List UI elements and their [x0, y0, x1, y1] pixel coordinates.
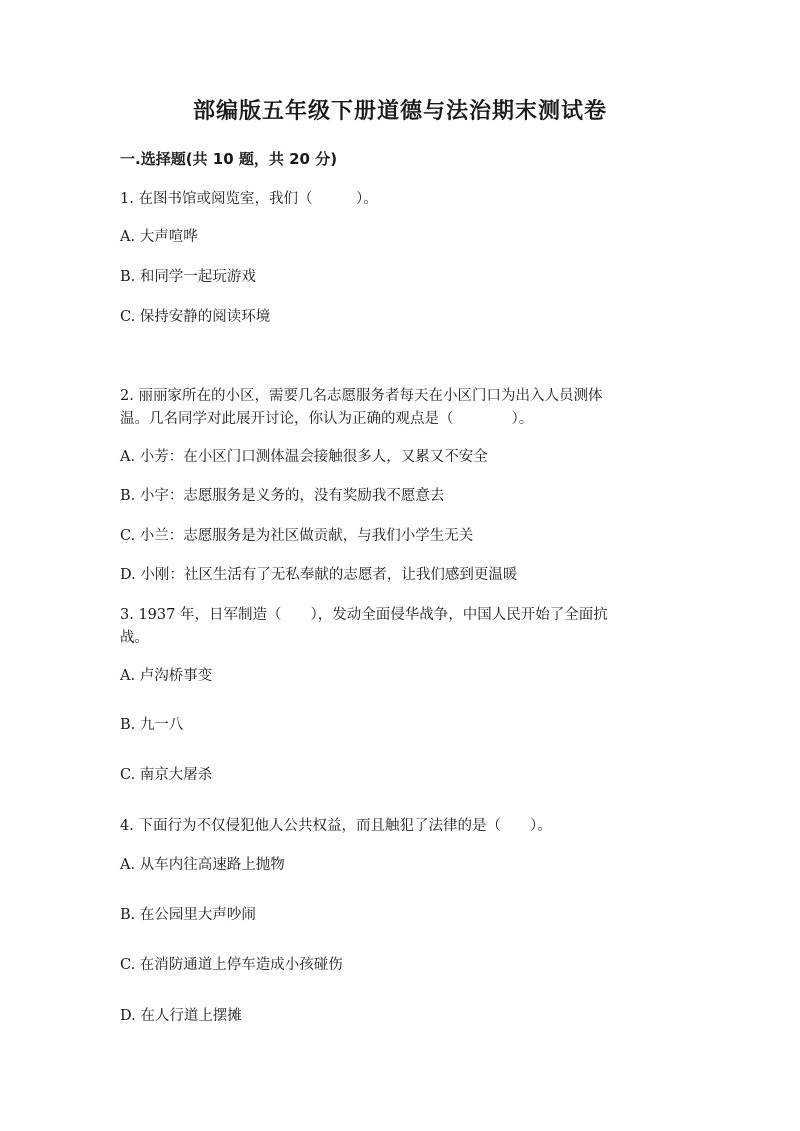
question-stem: 2. 丽丽家所在的小区，需要几名志愿服务者每天在小区门口为出入人员测体: [120, 388, 603, 404]
question-stem-continued: 温。几名同学对此展开讨论，你认为正确的观点是（ ）。: [120, 411, 534, 427]
option-b[interactable]: B. 和同学一起玩游戏: [120, 269, 256, 285]
question-stem: 3. 1937 年，日军制造（ ），发动全面侵华战争，中国人民开始了全面抗: [120, 607, 608, 623]
page-title: 部编版五年级下册道德与法治期末测试卷: [192, 98, 607, 124]
option-b[interactable]: B. 在公园里大声吵闹: [120, 907, 256, 923]
option-a[interactable]: A. 小芳：在小区门口测体温会接触很多人，又累又不安全: [120, 449, 488, 465]
option-c[interactable]: C. 在消防通道上停车造成小孩碰伤: [120, 957, 343, 973]
option-b[interactable]: B. 九一八: [120, 717, 184, 733]
option-a[interactable]: A. 卢沟桥事变: [120, 668, 213, 684]
option-d[interactable]: D. 小刚：社区生活有了无私奉献的志愿者，让我们感到更温暖: [120, 567, 518, 583]
option-a[interactable]: A. 大声喧哗: [120, 229, 198, 245]
question-stem-continued: 战。: [120, 630, 149, 646]
option-b[interactable]: B. 小宇：志愿服务是义务的，没有奖励我不愿意去: [120, 488, 445, 504]
option-c[interactable]: C. 南京大屠杀: [120, 767, 213, 783]
question-stem: 4. 下面行为不仅侵犯他人公共权益，而且触犯了法律的是（ ）。: [120, 818, 552, 834]
option-c[interactable]: C. 小兰：志愿服务是为社区做贡献，与我们小学生无关: [120, 528, 474, 544]
option-c[interactable]: C. 保持安静的阅读环境: [120, 309, 271, 325]
option-d[interactable]: D. 在人行道上摆摊: [120, 1008, 242, 1024]
section-heading: 一.选择题(共 10 题，共 20 分): [120, 150, 338, 168]
question-stem: 1. 在图书馆或阅览室，我们（ ）。: [120, 191, 378, 207]
option-a[interactable]: A. 从车内往高速路上抛物: [120, 857, 285, 873]
